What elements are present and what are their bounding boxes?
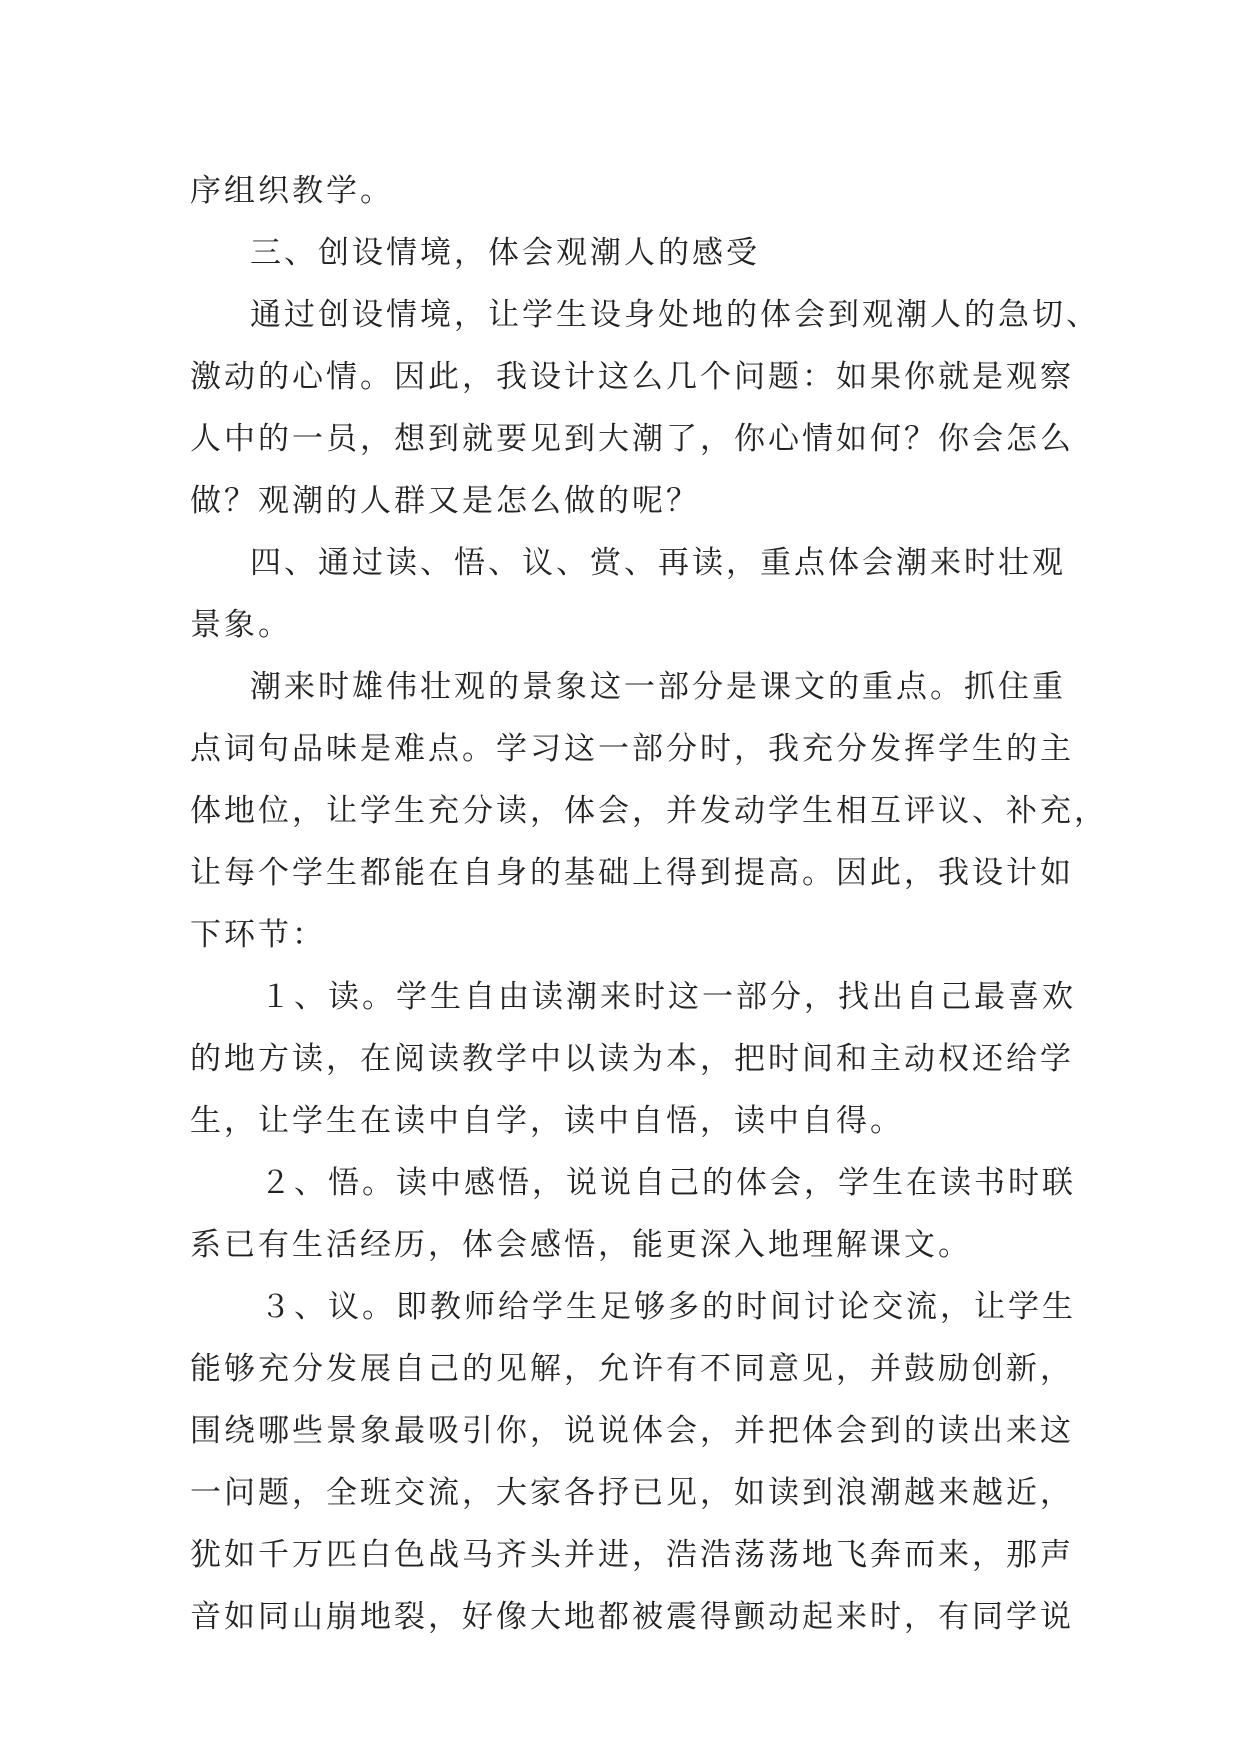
text-line: 做？观潮的人群又是怎么做的呢？ [190, 483, 700, 519]
list-item-read: １、读。学生自由读潮来时这一部分，找出自己最喜欢 [260, 979, 1076, 1015]
text-line: 通过创设情境，让学生设身处地的体会到观潮人的急切、 [250, 297, 1100, 333]
section-heading-three: 三、创设情境，体会观潮人的感受 [250, 235, 760, 271]
text-line: 系已有生活经历，体会感悟，能更深入地理解课文。 [190, 1227, 972, 1263]
text-line: 人中的一员，想到就要见到大潮了，你心情如何？你会怎么 [190, 421, 1074, 457]
text-line: 景象。 [190, 607, 292, 643]
text-line: 能够充分发展自己的见解，允许有不同意见，并鼓励创新， [190, 1351, 1074, 1387]
text-line: 一问题，全班交流，大家各抒已见，如读到浪潮越来越近， [190, 1475, 1074, 1511]
text-line: 序组织教学。 [190, 173, 394, 209]
list-item-comprehend: ２、悟。读中感悟，说说自己的体会，学生在读书时联 [260, 1165, 1076, 1201]
text-line: 生，让学生在读中自学，读中自悟，读中自得。 [190, 1103, 904, 1139]
text-line: 的地方读，在阅读教学中以读为本，把时间和主动权还给学 [190, 1041, 1074, 1077]
text-line: 犹如千万匹白色战马齐头并进，浩浩荡荡地飞奔而来，那声 [190, 1537, 1074, 1573]
text-line: 潮来时雄伟壮观的景象这一部分是课文的重点。抓住重 [250, 669, 1066, 705]
text-line: 围绕哪些景象最吸引你，说说体会，并把体会到的读出来这 [190, 1413, 1074, 1449]
text-line: 点词句品味是难点。学习这一部分时，我充分发挥学生的主 [190, 731, 1074, 767]
text-line: 让每个学生都能在自身的基础上得到提高。因此，我设计如 [190, 855, 1074, 891]
text-line: 音如同山崩地裂，好像大地都被震得颤动起来时，有同学说 [190, 1599, 1074, 1635]
list-item-discuss: ３、议。即教师给学生足够多的时间讨论交流，让学生 [260, 1289, 1076, 1325]
text-line: 激动的心情。因此，我设计这么几个问题：如果你就是观察 [190, 359, 1074, 395]
body-text [190, 160, 1108, 1648]
text-line: 体地位，让学生充分读，体会，并发动学生相互评议、补充， [190, 793, 1108, 829]
section-heading-four: 四、通过读、悟、议、赏、再读，重点体会潮来时壮观 [250, 545, 1066, 581]
text-line: 下环节： [190, 917, 326, 953]
